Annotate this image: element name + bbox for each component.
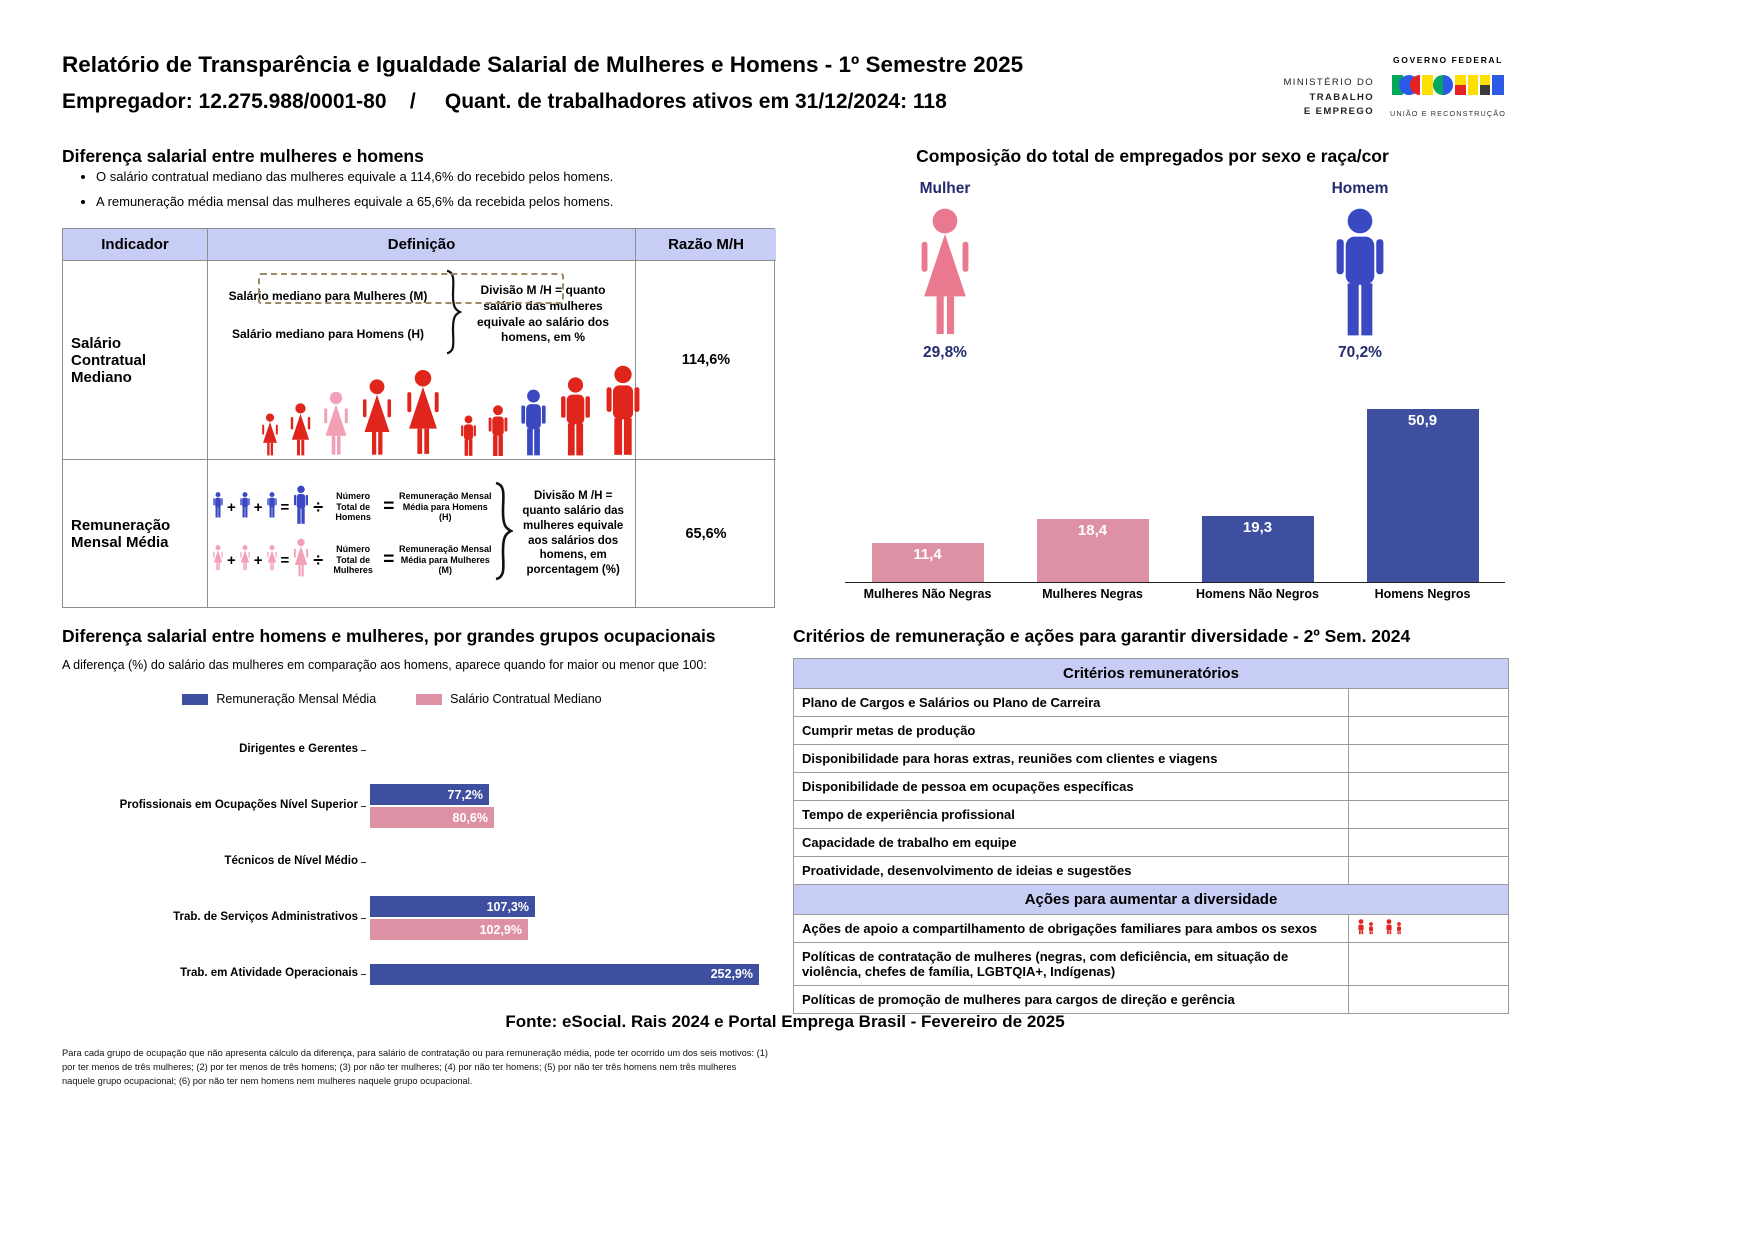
women-average-formula xyxy=(212,538,493,583)
table-row xyxy=(794,717,1509,745)
mean-division-note: Divisão M /H = quanto salário das mulheres equivale aos salários dos homens, em porcentagem (%) xyxy=(522,489,624,577)
occupation-label: Trab. de Serviços Administrativos xyxy=(173,911,358,924)
indicator-table xyxy=(62,228,775,608)
table-row xyxy=(794,773,1509,801)
men-total-label: Número Total de Homens xyxy=(335,490,371,523)
table-row xyxy=(794,829,1509,857)
criteria-text: Disponibilidade de pessoa em ocupações específicas xyxy=(794,773,1349,801)
table-row xyxy=(794,943,1509,986)
row-label-salario-contratual: Salário Contratual Mediano xyxy=(63,261,208,460)
criteria-mark-cell xyxy=(1349,745,1509,773)
col-header-razao: Razão M/H xyxy=(636,229,776,261)
ministry-logo xyxy=(1252,76,1374,120)
median-woman-icon xyxy=(321,391,351,462)
chart-legend xyxy=(62,692,722,706)
bar-Mulheres Negras xyxy=(1037,519,1149,582)
legend-item-remuneracao xyxy=(182,692,376,706)
bar-value-label: 11,4 xyxy=(913,546,942,563)
criteria-mark-cell xyxy=(1349,717,1509,745)
men-mean-label: Remuneração Mensal Média para Homens (H) xyxy=(399,490,492,523)
criteria-text: Políticas de contratação de mulheres (negras, com deficiência, em situação de violência, chefes de família, LGBTQIA+, Indígenas) xyxy=(794,943,1349,986)
bar-Salário Contratual Mediano: 80,6% xyxy=(370,807,494,828)
family-icon xyxy=(1355,923,1379,938)
man-icon xyxy=(239,492,251,523)
criteria-mark-cell xyxy=(1349,801,1509,829)
table-row xyxy=(794,689,1509,717)
plus-operator: + xyxy=(227,498,236,516)
section-title-gap: Diferença salarial entre mulheres e homens xyxy=(62,146,424,166)
ministry-line-2: TRABALHO xyxy=(1309,91,1374,103)
female-percentage: 29,8% xyxy=(923,344,967,361)
bar-Salário Contratual Mediano: 102,9% xyxy=(370,919,528,940)
woman-icon xyxy=(212,545,224,576)
bar-Homens Negros xyxy=(1367,409,1479,582)
axis-tick xyxy=(361,974,366,975)
axis-tick xyxy=(361,918,366,919)
brace-icon xyxy=(442,269,464,360)
plus-operator: + xyxy=(253,498,263,516)
men-average-formula xyxy=(212,485,493,530)
female-label: Mulher xyxy=(919,180,971,197)
woman-icon xyxy=(288,403,313,462)
occupation-label: Profissionais em Ocupações Nível Superior xyxy=(119,799,358,812)
plus-operator: + xyxy=(253,551,263,569)
legend-swatch-pink xyxy=(416,694,442,705)
criteria-mark-cell xyxy=(1349,857,1509,885)
race-sex-bar-chart xyxy=(845,398,1505,601)
man-icon xyxy=(602,365,644,462)
bar-Mulheres Não Negras xyxy=(872,543,984,582)
bar-value-label: 19,3 xyxy=(1242,519,1273,536)
man-icon xyxy=(557,377,594,462)
governo-federal-label: GOVERNO FEDERAL xyxy=(1393,55,1503,65)
actions-section-header: Ações para aumentar a diversidade xyxy=(794,885,1509,915)
criteria-text: Ações de apoio a compartilhamento de obrigações familiares para ambos os sexos xyxy=(794,915,1349,943)
chart-row-Dirigentes e Gerentes xyxy=(62,722,762,778)
equals-operator: = xyxy=(280,498,290,516)
category-label: Mulheres Não Negras xyxy=(863,587,992,601)
family-icon xyxy=(1383,923,1407,938)
criteria-mark-cell xyxy=(1349,689,1509,717)
woman-icon xyxy=(239,545,251,576)
criteria-table xyxy=(793,658,1509,1014)
col-header-definicao: Definição xyxy=(208,229,636,261)
male-percentage: 70,2% xyxy=(1338,344,1382,361)
woman-icon xyxy=(403,369,443,462)
criteria-text: Proatividade, desenvolvimento de ideias e sugestões xyxy=(794,857,1349,885)
man-icon xyxy=(292,485,310,530)
median-women-line: Salário mediano para Mulheres (M) xyxy=(228,288,428,303)
brace-icon xyxy=(493,476,513,591)
criteria-mark-cell xyxy=(1349,986,1509,1014)
legend-label: Remuneração Mensal Média xyxy=(216,692,377,706)
criteria-mark-cell xyxy=(1349,915,1509,943)
brasil-logo xyxy=(1388,68,1508,107)
table-row xyxy=(794,857,1509,885)
median-man-icon xyxy=(518,389,549,462)
female-group xyxy=(840,180,1050,362)
occupational-bar-chart xyxy=(62,722,762,1002)
chart-row-Profissionais em Ocupações Nível Superior xyxy=(62,778,762,834)
criteria-text: Capacidade de trabalho em equipe xyxy=(794,829,1349,857)
ratio-median-value: 114,6% xyxy=(636,261,776,460)
category-label: Homens Negros xyxy=(1374,587,1471,601)
population-pictogram xyxy=(214,364,633,462)
col-header-indicador: Indicador xyxy=(63,229,208,261)
ministry-line-1: MINISTÉRIO DO xyxy=(1283,77,1374,88)
male-label: Homem xyxy=(1331,180,1389,197)
divide-operator: ÷ xyxy=(313,496,324,517)
occupation-label: Dirigentes e Gerentes xyxy=(239,743,358,756)
footnote: Para cada grupo de ocupação que não apresenta cálculo da diferença, para salário de contratação ou para remuneração média, pode ter ocorrido um dos seis motivos: (1) por ter menos de três mulheres; (2) por ter menos de três homens; (3) por não ter mulheres; (4) por não ter homens; (5) por não ter três homens nem três mulheres naquele grupo ocupacional; (6) por não ter nem homens nem mulheres naquele grupo ocupacional. xyxy=(62,1048,768,1086)
ministry-line-3: E EMPREGO xyxy=(1303,106,1374,118)
criteria-text: Políticas de promoção de mulheres para cargos de direção e gerência xyxy=(794,986,1349,1014)
legend-swatch-blue xyxy=(182,694,208,705)
man-icon xyxy=(212,492,224,523)
woman-icon xyxy=(266,545,278,576)
row-label-remuneracao-media: Remuneração Mensal Média xyxy=(63,460,208,607)
bar-Remuneração Mensal Média: 77,2% xyxy=(370,784,489,805)
chart-row-Trab. em Atividade Operacionais xyxy=(62,946,762,1002)
bullet-mean: • A remuneração média mensal das mulheres equivale a 65,6% da recebida pelos homens. xyxy=(96,193,613,211)
equals-operator: = xyxy=(383,496,395,517)
divide-operator: ÷ xyxy=(313,549,324,570)
bar-Homens Não Negros xyxy=(1202,516,1314,582)
bullet-median: • O salário contratual mediano das mulheres equivale a 114,6% do recebido pelos homens. xyxy=(96,168,613,186)
woman-icon xyxy=(359,379,395,462)
equals-operator: = xyxy=(383,549,395,570)
criteria-mark-cell xyxy=(1349,943,1509,986)
bar-Remuneração Mensal Média: 107,3% xyxy=(370,896,535,917)
women-total-label: Número Total de Mulheres xyxy=(333,543,373,576)
summary-bullets xyxy=(70,168,613,218)
woman-icon xyxy=(260,413,280,462)
man-icon xyxy=(1255,208,1465,340)
criteria-text: Tempo de experiência profissional xyxy=(794,801,1349,829)
criteria-text: Cumprir metas de produção xyxy=(794,717,1349,745)
employer-line: Empregador: 12.275.988/0001-80 / Quant. de trabalhadores ativos em 31/12/2024: 118 xyxy=(62,90,947,113)
table-row xyxy=(794,745,1509,773)
male-group xyxy=(1255,180,1465,362)
criteria-text: Disponibilidade para horas extras, reuniões com clientes e viagens xyxy=(794,745,1349,773)
man-icon xyxy=(459,415,478,462)
man-icon xyxy=(266,492,278,523)
occupation-label: Técnicos de Nível Médio xyxy=(224,855,358,868)
legend-label: Salário Contratual Mediano xyxy=(450,692,602,706)
definition-median-cell xyxy=(208,261,636,460)
criteria-text: Plano de Cargos e Salários ou Plano de Carreira xyxy=(794,689,1349,717)
chart-row-Técnicos de Nível Médio xyxy=(62,834,762,890)
axis-tick xyxy=(361,862,366,863)
table-row xyxy=(794,986,1509,1014)
bar-value-label: 50,9 xyxy=(1407,412,1438,429)
women-mean-label: Remuneração Mensal Média para Mulheres (M) xyxy=(399,543,492,576)
man-icon xyxy=(486,405,510,462)
plus-operator: + xyxy=(227,551,236,569)
criteria-mark-cell xyxy=(1349,829,1509,857)
median-division-note: Divisão M /H = quanto salário das mulheres equivale ao salário dos homens, em % xyxy=(476,283,610,345)
equals-operator: = xyxy=(280,551,290,569)
median-men-line: Salário mediano para Homens (H) xyxy=(231,326,425,341)
x-axis xyxy=(845,582,1505,583)
woman-icon xyxy=(292,538,310,583)
chart-row-Trab. de Serviços Administrativos xyxy=(62,890,762,946)
bar-value-label: 18,4 xyxy=(1077,522,1108,539)
axis-tick xyxy=(361,750,366,751)
woman-icon xyxy=(840,208,1050,340)
category-label: Mulheres Negras xyxy=(1042,587,1143,601)
bar-Remuneração Mensal Média: 252,9% xyxy=(370,964,759,985)
uniao-reconstrucao-label: UNIÃO E RECONSTRUÇÃO xyxy=(1389,109,1507,118)
criteria-mark-cell xyxy=(1349,773,1509,801)
occupation-label: Trab. em Atividade Operacionais xyxy=(180,967,358,980)
section-title-occupational: Diferença salarial entre homens e mulheres, por grandes grupos ocupacionais xyxy=(62,626,716,646)
definition-mean-cell xyxy=(208,460,636,607)
section-title-composition: Composição do total de empregados por sexo e raça/cor xyxy=(916,146,1389,166)
category-label: Homens Não Negros xyxy=(1196,587,1319,601)
page-title: Relatório de Transparência e Igualdade Salarial de Mulheres e Homens - 1º Semestre 2025 xyxy=(62,52,1024,77)
source-footer: Fonte: eSocial. Rais 2024 e Portal Emprega Brasil - Fevereiro de 2025 xyxy=(505,1012,1065,1031)
occupational-subtitle: A diferença (%) do salário das mulheres em comparação aos homens, aparece quando for maior ou menor que 100: xyxy=(62,658,707,672)
ratio-mean-value: 65,6% xyxy=(685,525,727,542)
criteria-section-header: Critérios remuneratórios xyxy=(794,659,1509,689)
table-row xyxy=(794,801,1509,829)
section-title-criteria: Critérios de remuneração e ações para garantir diversidade - 2º Sem. 2024 xyxy=(793,626,1411,646)
governo-federal-logo xyxy=(1388,55,1508,118)
axis-tick xyxy=(361,806,366,807)
legend-item-salario xyxy=(416,692,601,706)
table-row xyxy=(794,915,1509,943)
